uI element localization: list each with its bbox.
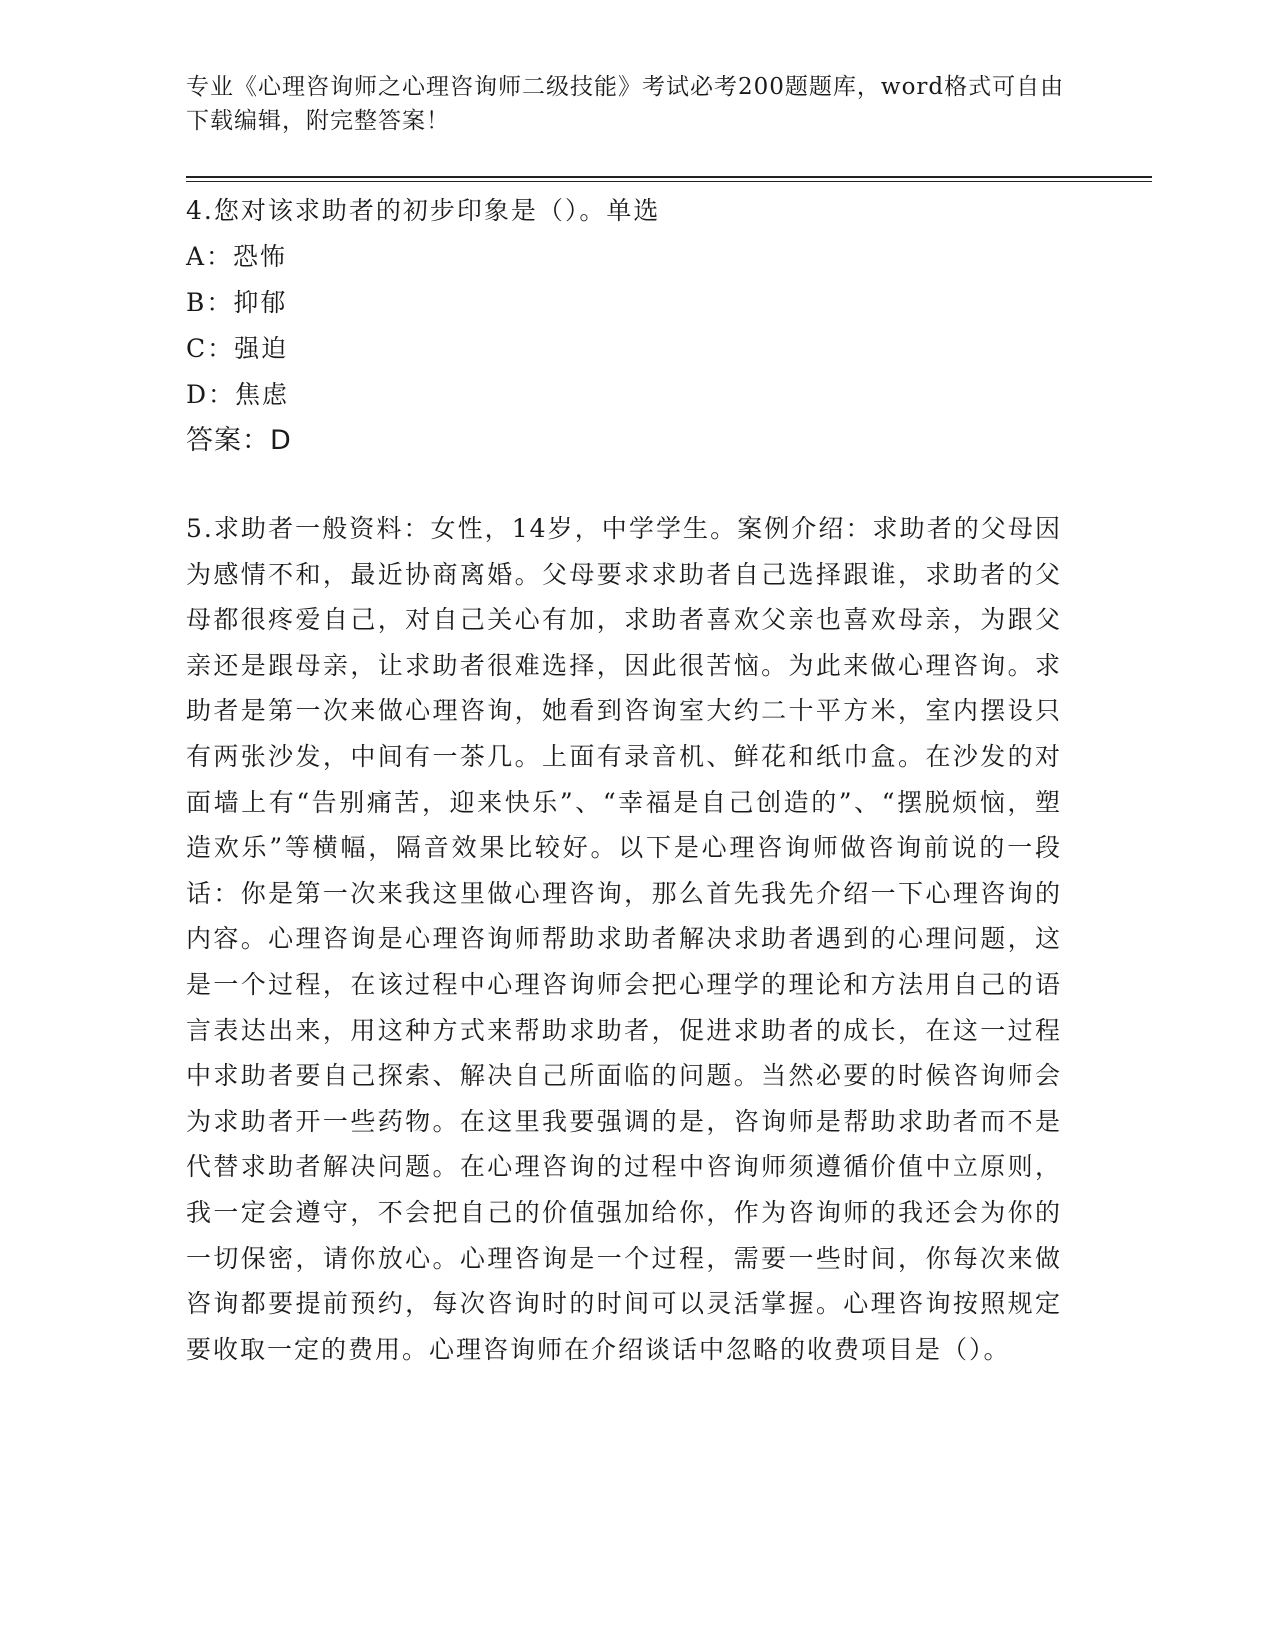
header-rule-thick <box>186 176 1152 178</box>
question-4 <box>186 188 1066 464</box>
option-c: C：强迫 <box>186 334 289 363</box>
header-rule-thin <box>186 181 1152 182</box>
option-a: A：恐怖 <box>186 242 288 271</box>
option-d: D：焦虑 <box>186 380 290 409</box>
question-5-stem: 5.求助者一般资料：女性，14岁，中学学生。案例介绍：求助者的父母因为感情不和，最近协商离婚。父母要求求助者自己选择跟谁，求助者的父母都很疼爱自己，对自己关心有加，求助者喜欢父亲也喜欢母亲，为跟父亲还是跟母亲，让求助者很难选择，因此很苦恼。为此来做心理咨询。求助者是第一次来做心理咨询，她看到咨询室大约二十平方米，室内摆设只有两张沙发，中间有一茶几。上面有录音机、鲜花和纸巾盒。在沙发的对面墙上有“告别痛苦，迎来快乐”、“幸福是自己创造的”、“摆脱烦恼，塑造欢乐”等横幅，隔音效果比较好。以下是心理咨询师做咨询前说的一段话：你是第一次来我这里做心理咨询，那么首先我先介绍一下心理咨询的内容。心理咨询是心理咨询师帮助求助者解决求助者遇到的心理问题，这是一个过程，在该过程中心理咨询师会把心理学的理论和方法用自己的语言表达出来，用这种方式来帮助求助者，促进求助者的成长，在这一过程中求助者要自己探索、解决自己所面临的问题。当然必要的时候咨询师会为求助者开一些药物。在这里我要强调的是，咨询师是帮助求助者而不是代替求助者解决问题。在心理咨询的过程中咨询师须遵循价值中立原则，我一定会遵守，不会把自己的价值强加给你，作为咨询师的我还会为你的一切保密，请你放心。心理咨询是一个过程，需要一些时间，你每次来做咨询都要提前预约，每次咨询时的时间可以灵活掌握。心理咨询按照规定要收取一定的费用。心理咨询师在介绍谈话中忽略的收费项目是（）。 <box>186 514 1062 1364</box>
question-4-stem: 4.您对该求助者的初步印象是（）。单选 <box>186 196 661 225</box>
document-header: 专业《心理咨询师之心理咨询师二级技能》考试必考200题题库，word格式可自由下载编辑，附完整答案！ <box>186 74 1065 134</box>
question-4-answer: 答案：D <box>186 425 292 456</box>
option-b: B：抑郁 <box>186 288 288 317</box>
